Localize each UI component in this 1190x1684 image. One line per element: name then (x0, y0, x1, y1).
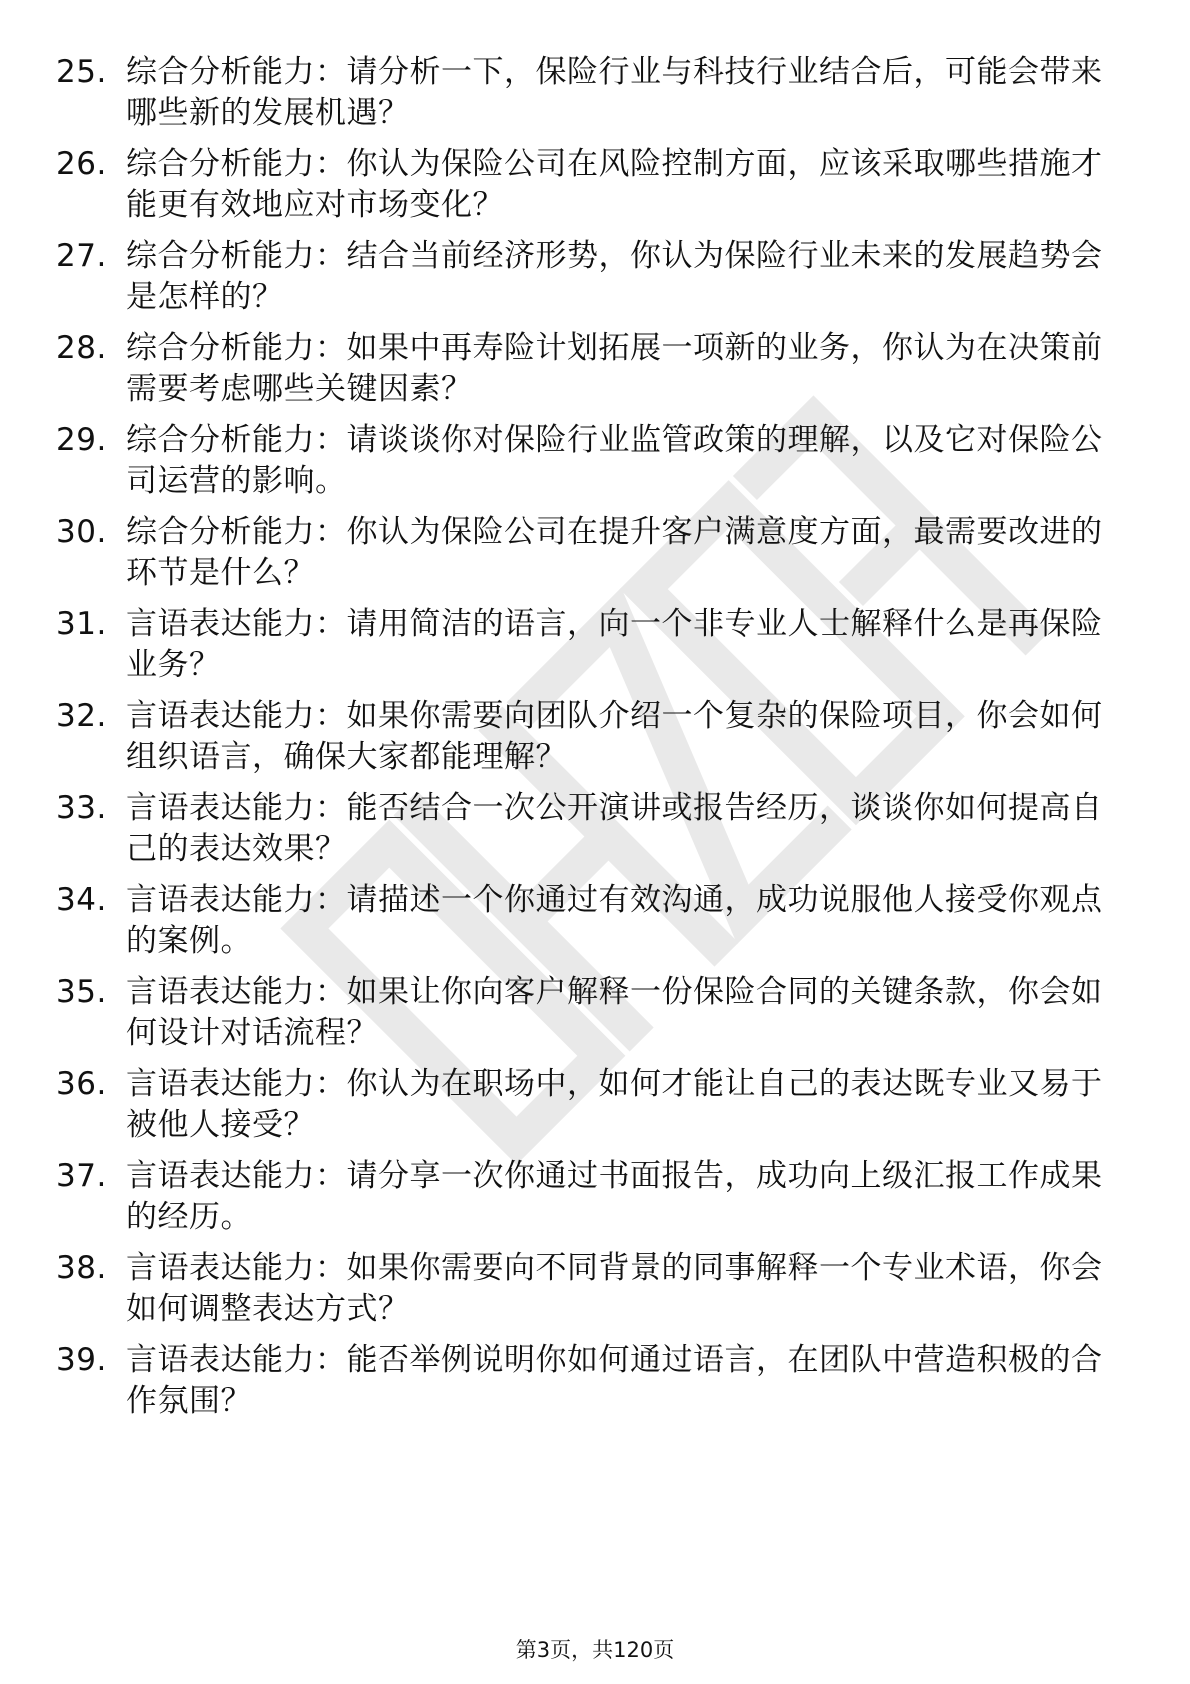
question-text: 言语表达能力：请用简洁的语言，向一个非专业人士解释什么是再保险业务？ (126, 606, 1103, 683)
question-number: 33. (56, 790, 107, 826)
question-text: 综合分析能力：请分析一下，保险行业与科技行业结合后，可能会带来哪些新的发展机遇？ (126, 54, 1103, 131)
question-text: 言语表达能力：如果让你向客户解释一份保险合同的关键条款，你会如何设计对话流程？ (126, 974, 1103, 1051)
question-number: 26. (56, 146, 107, 182)
question-number: 36. (56, 1066, 107, 1102)
question-item-28 (56, 328, 1116, 420)
question-text: 言语表达能力：能否结合一次公开演讲或报告经历，谈谈你如何提高自己的表达效果？ (126, 790, 1103, 867)
question-item-26 (56, 144, 1116, 236)
question-number: 34. (56, 882, 107, 918)
question-text: 综合分析能力：结合当前经济形势，你认为保险行业未来的发展趋势会是怎样的？ (126, 238, 1103, 315)
question-text: 言语表达能力：如果你需要向团队介绍一个复杂的保险项目，你会如何组织语言，确保大家都能理解？ (126, 698, 1103, 775)
question-item-35 (56, 972, 1116, 1064)
question-item-37 (56, 1156, 1116, 1248)
question-number: 31. (56, 606, 107, 642)
question-number: 37. (56, 1158, 107, 1194)
page-footer: 第3页，共120页 (515, 1638, 675, 1662)
question-text: 言语表达能力：请描述一个你通过有效沟通，成功说服他人接受你观点的案例。 (126, 882, 1103, 959)
question-number: 38. (56, 1250, 107, 1286)
question-text: 言语表达能力：如果你需要向不同背景的同事解释一个专业术语，你会如何调整表达方式？ (126, 1250, 1103, 1327)
question-text: 言语表达能力：能否举例说明你如何通过语言，在团队中营造积极的合作氛围？ (126, 1342, 1103, 1419)
question-text: 综合分析能力：请谈谈你对保险行业监管政策的理解，以及它对保险公司运营的影响。 (126, 422, 1103, 499)
question-text: 综合分析能力：你认为保险公司在风险控制方面，应该采取哪些措施才能更有效地应对市场变化？ (126, 146, 1103, 223)
question-number: 35. (56, 974, 107, 1010)
question-text: 综合分析能力：你认为保险公司在提升客户满意度方面，最需要改进的环节是什么？ (126, 514, 1103, 591)
question-item-36 (56, 1064, 1116, 1156)
question-number: 25. (56, 54, 107, 90)
question-number: 30. (56, 514, 107, 550)
question-item-33 (56, 788, 1116, 880)
question-number: 39. (56, 1342, 107, 1378)
question-item-27 (56, 236, 1116, 328)
question-item-38 (56, 1248, 1116, 1340)
question-number: 28. (56, 330, 107, 366)
question-number: 29. (56, 422, 107, 458)
question-item-29 (56, 420, 1116, 512)
question-text: 综合分析能力：如果中再寿险计划拓展一项新的业务，你认为在决策前需要考虑哪些关键因素？ (126, 330, 1103, 407)
question-item-39 (56, 1340, 1116, 1432)
question-item-31 (56, 604, 1116, 696)
question-text: 言语表达能力：你认为在职场中，如何才能让自己的表达既专业又易于被他人接受？ (126, 1066, 1103, 1143)
question-item-25 (56, 52, 1116, 144)
question-item-34 (56, 880, 1116, 972)
question-item-30 (56, 512, 1116, 604)
question-number: 32. (56, 698, 107, 734)
question-text: 言语表达能力：请分享一次你通过书面报告，成功向上级汇报工作成果的经历。 (126, 1158, 1103, 1235)
question-list (56, 52, 1116, 1432)
question-item-32 (56, 696, 1116, 788)
question-number: 27. (56, 238, 107, 274)
